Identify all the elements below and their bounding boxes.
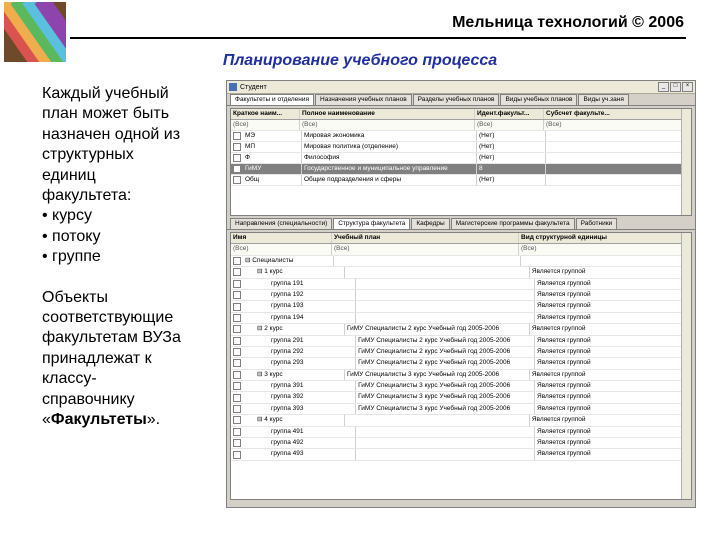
row-checkbox[interactable] [233, 371, 241, 379]
tree-row[interactable] [231, 358, 691, 369]
text-line: факультетам ВУЗа [42, 329, 181, 347]
cell-name: группа 493 [243, 449, 356, 459]
tree-row[interactable] [231, 347, 691, 358]
window-title: Студент [240, 83, 267, 91]
tab-master-programs[interactable]: Магистерские программы факультета [451, 218, 575, 229]
cell-plan [334, 256, 521, 266]
table-row-selected[interactable] [231, 164, 691, 175]
row-checkbox[interactable] [233, 280, 241, 288]
tab-specialties[interactable]: Направления (специальности) [230, 218, 332, 229]
cell-subaccount [546, 131, 689, 141]
grid-header [231, 233, 691, 244]
cell-kind: Является группой [535, 358, 691, 368]
cell-plan: ГиМУ Специалисты 2 курс Учебный год 2005-2006 [356, 336, 535, 346]
app-icon [229, 83, 237, 91]
cell-kind: Является группой [535, 301, 691, 311]
row-checkbox[interactable] [233, 428, 241, 436]
cell-name: группа 393 [243, 404, 356, 414]
app-window [226, 80, 696, 508]
tree-row[interactable] [231, 290, 691, 301]
tab-lesson-types[interactable]: Виды уч.заня [578, 94, 628, 105]
text-line: Объекты [42, 288, 108, 306]
tab-plan-assignments[interactable]: Назначения учебных планов [315, 94, 412, 105]
cell-name: группа 291 [243, 336, 356, 346]
description-text [42, 84, 222, 431]
row-checkbox[interactable] [233, 439, 241, 447]
table-row[interactable] [231, 175, 691, 186]
cell-full: Общие подразделения и сферы [302, 175, 477, 185]
cell-full: Мировая политика (отделение) [302, 142, 477, 152]
column-header-full[interactable]: Полное наименование [300, 109, 475, 119]
header-divider [70, 37, 686, 39]
column-header-short[interactable]: Краткое наим... [231, 109, 300, 119]
text-line: «Факультеты». [42, 411, 161, 429]
cell-plan [356, 313, 535, 323]
text-line: принадлежат к [42, 349, 152, 367]
table-row[interactable] [231, 131, 691, 142]
cell-kind: Является группой [535, 313, 691, 323]
close-button[interactable]: × [682, 82, 693, 92]
cell-kind: Является группой [535, 427, 691, 437]
cell-name: группа 391 [243, 381, 356, 391]
tree-row[interactable] [231, 301, 691, 312]
cell-ident: 8 [477, 164, 546, 174]
tab-plan-types[interactable]: Виды учебных планов [500, 94, 577, 105]
cell-name: группа 194 [243, 313, 356, 323]
row-checkbox[interactable] [233, 337, 241, 345]
cell-plan: ГиМУ Специалисты 3 курс Учебный год 2005-2006 [356, 381, 535, 391]
text-line: соответствующие [42, 309, 174, 327]
cell-plan [345, 267, 530, 277]
minimize-button[interactable]: _ [658, 82, 669, 92]
cell-kind: Является группой [535, 404, 691, 414]
row-checkbox[interactable] [233, 405, 241, 413]
filter-cell[interactable]: (Все) [332, 244, 519, 254]
cell-kind: Является группой [535, 438, 691, 448]
cell-kind: Является группой [530, 415, 691, 425]
cell-name: группа 192 [243, 290, 356, 300]
cell-name: группа 193 [243, 301, 356, 311]
tree-row[interactable] [231, 256, 691, 267]
row-checkbox[interactable] [233, 143, 241, 151]
cell-kind: Является группой [530, 267, 691, 277]
filter-cell[interactable]: (Все) [231, 120, 300, 130]
cell-name: группа 292 [243, 347, 356, 357]
tab-departments[interactable]: Кафедры [411, 218, 449, 229]
cell-name: ⊟ 4 курс [243, 415, 345, 425]
cell-name: группа 492 [243, 438, 356, 448]
cell-plan [356, 427, 535, 437]
tree-row[interactable] [231, 427, 691, 438]
cell-name: ⊟ Специалисты [243, 256, 334, 266]
tree-row[interactable] [231, 370, 691, 381]
cell-kind: Является группой [535, 449, 691, 459]
vertical-scrollbar[interactable] [681, 109, 691, 215]
cell-subaccount [546, 153, 689, 163]
text-line: единиц [42, 166, 96, 184]
tab-faculties[interactable]: Факультеты и отделения [230, 94, 314, 105]
cell-subaccount [546, 164, 689, 174]
faculty-grid [230, 108, 692, 216]
cell-full: Государственное и муниципальное управление [302, 164, 477, 174]
structure-grid [230, 232, 692, 500]
tab-faculty-structure[interactable]: Структура факультета [333, 218, 410, 229]
cell-name: группа 191 [243, 279, 356, 289]
tree-row[interactable] [231, 279, 691, 290]
tree-row[interactable] [231, 392, 691, 403]
spacer [42, 268, 222, 288]
cell-plan [356, 279, 535, 289]
cell-name: ⊟ 3 курс [243, 370, 345, 380]
cell-name: группа 293 [243, 358, 356, 368]
row-checkbox[interactable] [233, 451, 241, 459]
cell-full: Философия [302, 153, 477, 163]
row-checkbox[interactable] [233, 176, 241, 184]
filter-cell[interactable]: (Все) [475, 120, 544, 130]
row-checkbox[interactable] [233, 416, 241, 424]
text-line: Каждый учебный [42, 85, 169, 102]
row-checkbox[interactable] [233, 154, 241, 162]
table-row[interactable] [231, 142, 691, 153]
maximize-button[interactable]: □ [670, 82, 681, 92]
text-line: • группе [42, 248, 101, 266]
column-header-plan[interactable]: Учебный план [332, 233, 519, 243]
text-line: план может быть [42, 105, 170, 123]
row-checkbox[interactable] [233, 268, 241, 276]
cell-kind: Является группой [535, 381, 691, 391]
tree-row[interactable] [231, 438, 691, 449]
tree-row[interactable] [231, 381, 691, 392]
cell-name: группа 491 [243, 427, 356, 437]
text-line: факультета: [42, 187, 132, 205]
text-line: справочнику [42, 390, 135, 408]
cell-plan [356, 438, 535, 448]
cell-short: Ф [243, 153, 302, 163]
tree-row[interactable] [231, 336, 691, 347]
cell-name: ⊟ 1 курс [243, 267, 345, 277]
header-title: Мельница технологий © 2006 [452, 14, 684, 31]
tree-row[interactable] [231, 267, 691, 278]
cell-plan: ГиМУ Специалисты 3 курс Учебный год 2005-2006 [356, 404, 535, 414]
vertical-scrollbar[interactable] [681, 233, 691, 499]
row-checkbox[interactable] [233, 165, 241, 173]
cell-plan: ГиМУ Специалисты 2 курс Учебный год 2005-2006 [356, 347, 535, 357]
cell-kind: Является группой [530, 324, 691, 334]
cell-short: Общ [243, 175, 302, 185]
cell-plan [356, 301, 535, 311]
row-checkbox[interactable] [233, 132, 241, 140]
row-checkbox[interactable] [233, 291, 241, 299]
filter-row [231, 120, 691, 131]
cell-plan: ГиМУ Специалисты 2 курс Учебный год 2005-2006 [345, 324, 530, 334]
text-line: назначен одной из [42, 125, 181, 143]
row-checkbox[interactable] [233, 303, 241, 311]
cell-short: МП [243, 142, 302, 152]
table-row[interactable] [231, 153, 691, 164]
filter-row [231, 244, 691, 255]
cell-plan [356, 449, 535, 459]
text-line: • курсу [42, 207, 92, 225]
filter-cell[interactable]: (Все) [544, 120, 687, 130]
cell-full: Мировая экономика [302, 131, 477, 141]
cell-ident: (Нет) [477, 175, 546, 185]
tree-row[interactable] [231, 404, 691, 415]
filter-cell[interactable]: (Все) [519, 244, 682, 254]
cell-kind: Является группой [535, 279, 691, 289]
tree-row[interactable] [231, 449, 691, 460]
column-header-kind[interactable]: Вид структурной единицы [519, 233, 682, 243]
row-checkbox[interactable] [233, 348, 241, 356]
cell-short: МЭ [243, 131, 302, 141]
row-checkbox[interactable] [233, 257, 241, 265]
cell-short: ГиМУ [243, 164, 302, 174]
cell-ident: (Нет) [477, 153, 546, 163]
upper-tabs [227, 94, 695, 106]
cell-kind: Является группой [530, 370, 691, 380]
row-checkbox[interactable] [233, 314, 241, 322]
cell-kind: Является группой [535, 392, 691, 402]
cell-subaccount [546, 175, 689, 185]
row-checkbox[interactable] [233, 359, 241, 367]
cell-plan: ГиМУ Специалисты 3 курс Учебный год 2005-2006 [356, 392, 535, 402]
filter-cell[interactable]: (Все) [300, 120, 475, 130]
cell-name: ⊟ 2 курс [243, 324, 345, 334]
structure-rows [231, 256, 691, 461]
tab-staff[interactable]: Работники [576, 218, 618, 229]
text-line: структурных [42, 146, 134, 164]
window-titlebar [227, 81, 695, 94]
cell-kind: Является группой [535, 290, 691, 300]
tab-plan-sections[interactable]: Разделы учебных планов [413, 94, 500, 105]
cell-kind: Является группой [535, 336, 691, 346]
cell-kind: Является группой [535, 347, 691, 357]
text-line: • потоку [42, 227, 101, 245]
lower-tabs [227, 218, 695, 230]
tree-row[interactable] [231, 415, 691, 426]
column-header-name[interactable]: Имя [231, 233, 332, 243]
row-checkbox[interactable] [233, 382, 241, 390]
cell-ident: (Нет) [477, 131, 546, 141]
row-checkbox[interactable] [233, 394, 241, 402]
cell-kind [521, 256, 684, 266]
column-header-ident[interactable]: Идент.факульт... [475, 109, 544, 119]
row-checkbox[interactable] [233, 325, 241, 333]
cell-plan [345, 415, 530, 425]
grid-header [231, 109, 691, 120]
slide-subtitle: Планирование учебного процесса [222, 52, 498, 69]
cell-plan [356, 290, 535, 300]
column-header-subaccount[interactable]: Субсчет факульте... [544, 109, 687, 119]
cell-ident: (Нет) [477, 142, 546, 152]
tree-row[interactable] [231, 324, 691, 335]
cell-plan: ГиМУ Специалисты 2 курс Учебный год 2005-2006 [356, 358, 535, 368]
cell-name: группа 392 [243, 392, 356, 402]
tree-row[interactable] [231, 313, 691, 324]
filter-cell[interactable]: (Все) [231, 244, 332, 254]
text-line: классу- [42, 370, 97, 388]
cell-plan: ГиМУ Специалисты 3 курс Учебный год 2005-2006 [345, 370, 530, 380]
cell-subaccount [546, 142, 689, 152]
